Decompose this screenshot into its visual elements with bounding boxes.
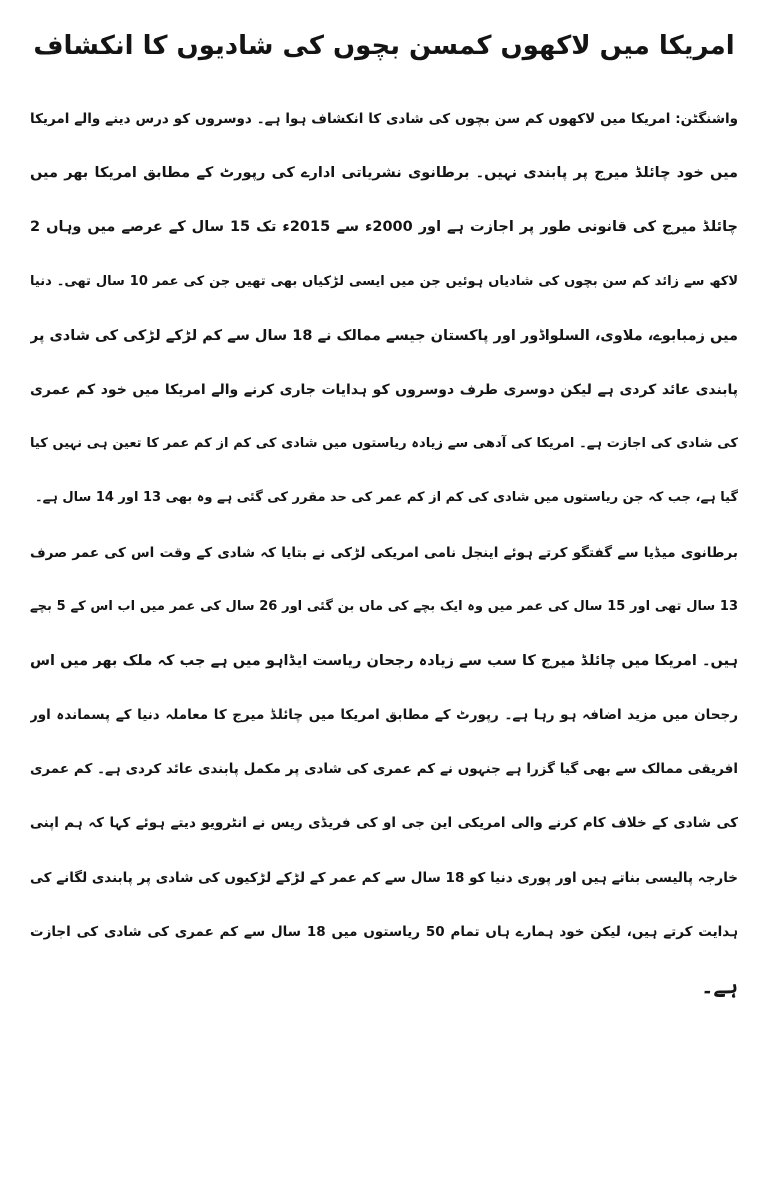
text-line: کی شادی کی اجازت ہے۔ امریکا کی آدھی سے زیادہ ریاستوں میں شادی کی کم از کم عمر کا تعین ہی نہیں کیا (30, 436, 738, 452)
text-line: میں زمبابوے، ملاوی، السلواڈور اور پاکستان جیسے ممالک نے 18 سال سے کم لڑکے لڑکی کی شادی پر (30, 327, 738, 344)
text-line: پابندی عائد کردی ہے لیکن دوسری طرف دوسروں کو ہدایات جاری کرنے والے امریکا میں خود کم عمری (30, 381, 738, 398)
text-line: افریقی ممالک سے بھی گیا گزرا ہے جنہوں نے کم عمری کی شادی پر مکمل پابندی عائد کردی ہے۔ کم عمری (30, 761, 738, 778)
article-body (30, 92, 738, 1013)
paragraph-2 (30, 526, 738, 1014)
text-line: ہے۔ (701, 974, 738, 998)
text-line: رجحان میں مزید اضافہ ہو رہا ہے۔ رپورٹ کے مطابق امریکا میں چائلڈ میرج کا معاملہ دنیا کے پسماندہ اور (30, 707, 738, 724)
paragraph-1 (30, 92, 738, 526)
text-line: میں خود چائلڈ میرج پر پابندی نہیں۔ برطانوی نشریاتی ادارے کی رپورٹ کے مطابق امریکا بھر میں (30, 165, 738, 182)
text-line: خارجہ پالیسی بناتے ہیں اور پوری دنیا کو 18 سال سے کم عمر کے لڑکے لڑکیوں کی شادی پر پابندی لگانے کی (30, 869, 738, 886)
text-line: لاکھ سے زائد کم سن بچوں کی شادیاں ہوئیں جن میں ایسی لڑکیاں بھی تھیں جن کی عمر 10 سال تھی۔ دنیا (30, 273, 738, 289)
article-headline: امریکا میں لاکھوں کمسن بچوں کی شادیوں کا انکشاف (33, 31, 735, 61)
text-line: گیا ہے، جب کہ جن ریاستوں میں شادی کی کم از کم عمر کی حد مقرر کی گئی ہے وہ بھی 13 اور 14 سال ہے۔ (34, 490, 738, 506)
text-line: ہدایت کرتے ہیں، لیکن خود ہمارے ہاں تمام 50 ریاستوں میں 18 سال سے کم عمری کی شادی کی اجازت (30, 923, 738, 940)
text-line: چائلڈ میرج کی قانونی طور پر اجازت ہے اور 2000ء سے 2015ء تک 15 سال کے عرصے میں وہاں 2 (30, 219, 738, 236)
text-line: 13 سال تھی اور 15 سال کی عمر میں وہ ایک بچے کی ماں بن گئی اور 26 سال کی عمر میں اب اس کے 5 بچے (30, 598, 738, 614)
text-line: کی شادی کے خلاف کام کرنے والی امریکی این جی او کی فریڈی ریس نے انٹرویو دیتے ہوئے کہا کہ ہم اپنی (30, 815, 738, 832)
text-line: ہیں۔ امریکا میں چائلڈ میرج کا سب سے زیادہ رجحان ریاست ایڈاہو میں ہے جب کہ ملک بھر میں اس (30, 652, 738, 669)
text-line: واشنگٹن: امریکا میں لاکھوں کم سن بچوں کی شادی کا انکشاف ہوا ہے۔ دوسروں کو درس دینے والے امریکا (30, 111, 738, 127)
text-line: برطانوی میڈیا سے گفتگو کرتے ہوئے اینجل نامی امریکی لڑکی نے بتایا کہ شادی کے وقت اس کی عمر صرف (30, 544, 738, 561)
